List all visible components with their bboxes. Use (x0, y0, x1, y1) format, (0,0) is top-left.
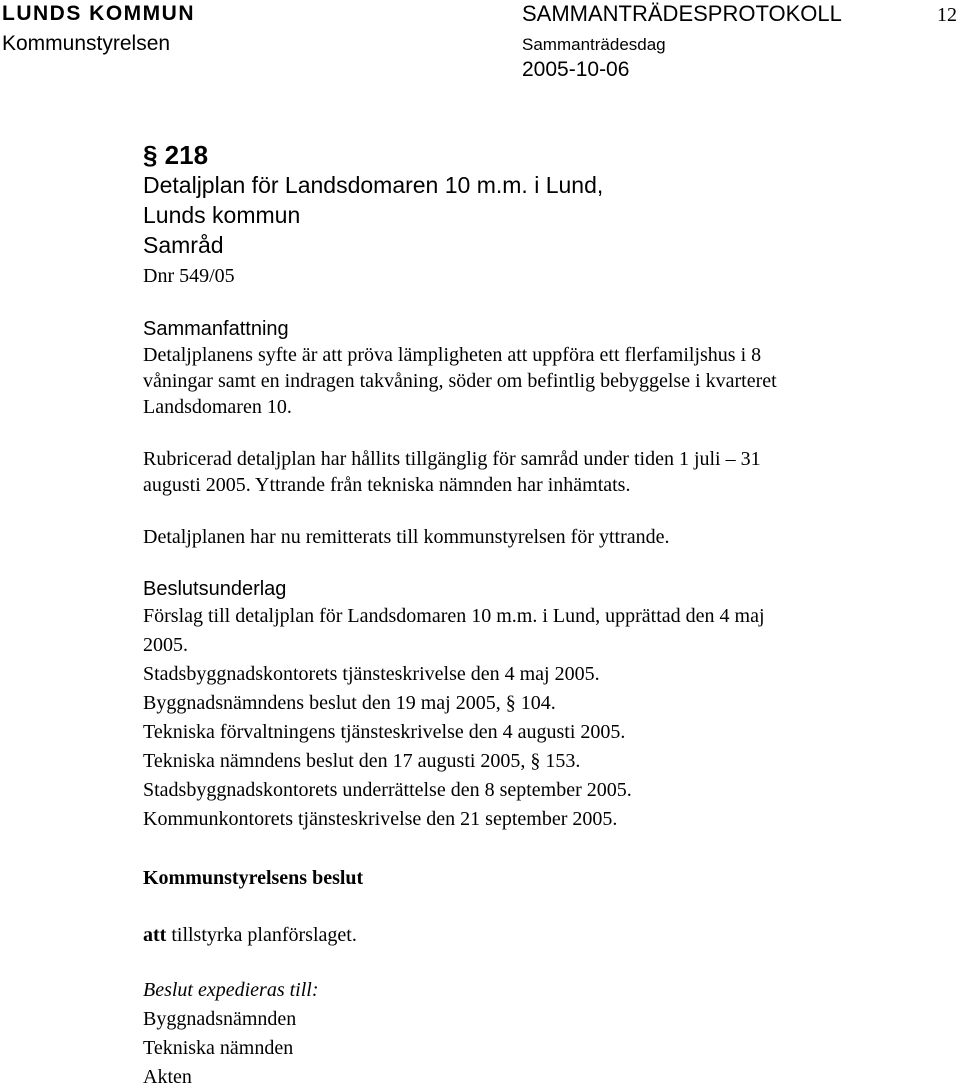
body-name: Kommunstyrelsen (2, 32, 171, 55)
meeting-date: 2005-10-06 (522, 58, 630, 81)
section-title-line-3: Samråd (143, 232, 224, 258)
org-name: LUNDS KOMMUN (2, 2, 195, 25)
basis-item: Tekniska förvaltningens tjänsteskrivelse den 4 augusti 2005. (143, 721, 626, 743)
distribution-section (143, 976, 943, 1092)
recipient-item: Tekniska nämnden (143, 1037, 294, 1059)
section-title-line-2: Lunds kommun (143, 202, 301, 228)
section-number: § 218 (143, 140, 209, 170)
recipient-item: Akten (143, 1066, 192, 1088)
referral-text: Detaljplanen har nu remitterats till kommunstyrelsen för yttrande. (143, 526, 670, 548)
summary-text-line-3: Landsdomaren 10. (143, 396, 292, 418)
basis-item: Kommunkontorets tjänsteskrivelse den 21 september 2005. (143, 808, 618, 830)
consultation-text-line-2: augusti 2005. Yttrande från tekniska nämnden har inhämtats. (143, 474, 631, 496)
document-type: SAMMANTRÄDESPROTOKOLL (522, 1, 842, 26)
page-header (0, 0, 960, 90)
summary-text-line-1: Detaljplanens syfte är att pröva lämpligheten att uppföra ett flerfamiljshus i 8 (143, 344, 762, 366)
document-body (143, 140, 943, 1092)
basis-item: Tekniska nämndens beslut den 17 augusti 2005, § 153. (143, 750, 581, 772)
decision-heading: Kommunstyrelsens beslut (143, 867, 364, 889)
basis-item: Stadsbyggnadskontorets tjänsteskrivelse den 4 maj 2005. (143, 663, 600, 685)
basis-heading: Beslutsunderlag (143, 578, 287, 600)
summary-section (143, 316, 943, 550)
basis-item: 2005. (143, 634, 188, 656)
page-number: 12 (937, 4, 957, 26)
section-title-line-1: Detaljplan för Landsdomaren 10 m.m. i Lund, (143, 172, 604, 198)
basis-item: Byggnadsnämndens beslut den 19 maj 2005, § 104. (143, 692, 556, 714)
consultation-text-line-1: Rubricerad detaljplan har hållits tillgänglig för samråd under tiden 1 juli – 31 (143, 448, 761, 470)
registration-number: Dnr 549/05 (143, 265, 235, 287)
decision-text (143, 921, 943, 950)
section-heading (143, 140, 943, 290)
decision-section (143, 864, 943, 950)
recipient-item: Byggnadsnämnden (143, 1008, 297, 1030)
decision-att: att (143, 924, 167, 946)
summary-heading: Sammanfattning (143, 318, 289, 340)
meeting-label: Sammanträdesdag (522, 35, 666, 54)
summary-text-line-2: våningar samt en indragen takvåning, söder om befintlig bebyggelse i kvarteret (143, 370, 777, 392)
basis-item: Förslag till detaljplan för Landsdomaren 10 m.m. i Lund, upprättad den 4 maj (143, 605, 765, 627)
basis-item: Stadsbyggnadskontorets underrättelse den 8 september 2005. (143, 779, 632, 801)
basis-section (143, 576, 943, 834)
decision-body: tillstyrka planförslaget. (166, 924, 357, 946)
distribution-heading: Beslut expedieras till: (143, 979, 319, 1001)
